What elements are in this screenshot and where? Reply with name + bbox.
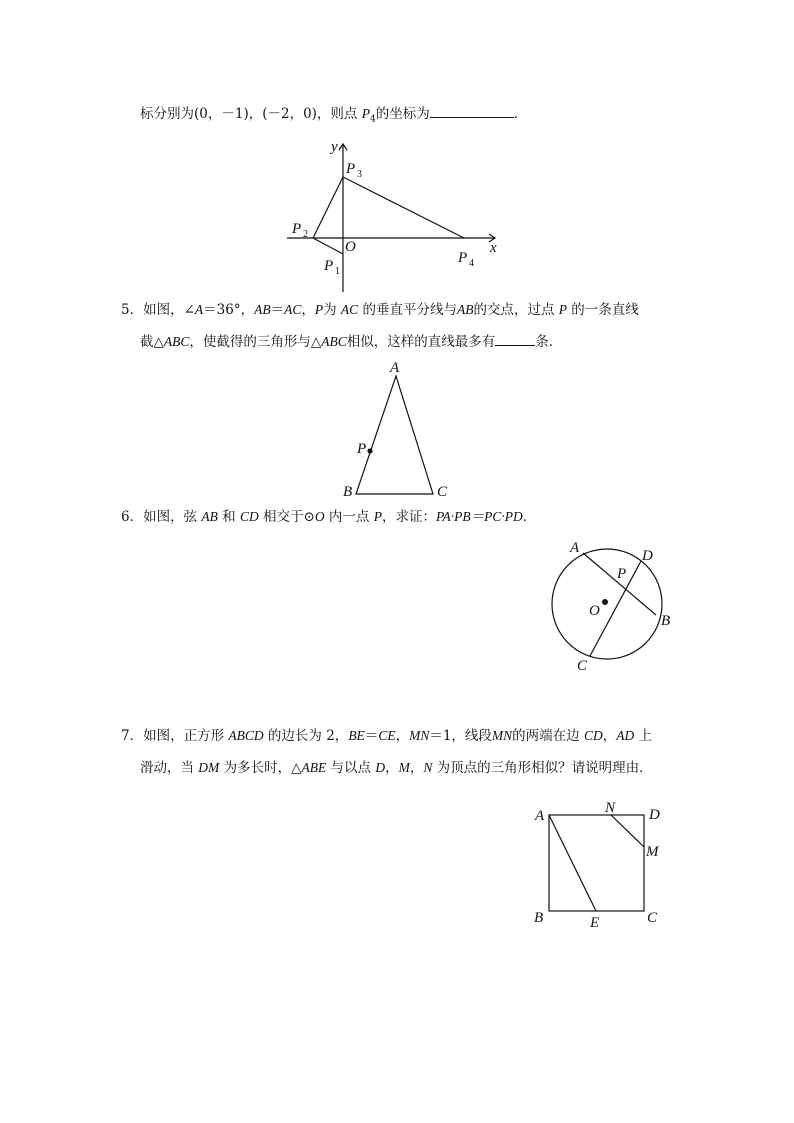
q6-label-b: B [661, 613, 671, 629]
q7-text: ， [409, 760, 424, 776]
q7-text: 的边长为 2， [263, 728, 349, 744]
q6-var: AB [201, 509, 218, 524]
q7-label-e: E [590, 915, 600, 931]
q4-label-p4-sub: 4 [469, 258, 474, 269]
q6-label-a: A [570, 540, 580, 556]
q7-var: ABCD [228, 728, 264, 743]
q7-var: M [398, 760, 410, 775]
q5-text-line-1 [121, 300, 639, 320]
q5-text: 的交点，过点 [473, 302, 559, 318]
q4-label-y: y [331, 139, 338, 155]
q7-text: ， [602, 728, 617, 744]
q6-center-dot [602, 599, 608, 605]
q5-text: ＝36°， [203, 302, 255, 318]
q4-label-p1-sub: 1 [335, 266, 340, 277]
q7-var: BE [348, 728, 365, 743]
q5-text: 相似，这样的直线最多有 [346, 334, 496, 350]
q7-label-n: N [605, 800, 616, 816]
q4-label-p2: P [292, 221, 302, 237]
q5-var: ABC [321, 334, 347, 349]
q7-text-line-1 [121, 726, 652, 746]
q7-text: ， [385, 760, 399, 776]
triangle-abc [356, 376, 433, 494]
segment-p3-p2 [313, 177, 343, 238]
q4-coordinate-figure [287, 144, 495, 292]
q7-text-line-2 [140, 758, 653, 778]
q5-text: ， [301, 302, 315, 318]
q7-var: MN [491, 728, 513, 743]
q5-point-p-dot [367, 448, 372, 453]
q7-label-d: D [649, 807, 660, 823]
q5-var: AB [456, 302, 474, 317]
q6-var: CD [239, 509, 259, 524]
q5-var: AB [254, 302, 271, 317]
q6-text-line [121, 507, 536, 527]
q5-label-c: C [437, 484, 448, 500]
segment-p2-p1 [313, 238, 343, 254]
square-abcd [549, 815, 644, 911]
q4-text: 标分别为(0，－1)，(－2，0)，则点 [140, 106, 362, 122]
q5-text: 的一条直线 [567, 302, 639, 318]
q4-point-subscript: 4 [369, 114, 376, 125]
q5-var: AC [340, 302, 359, 317]
q7-text: 滑动，当 [140, 760, 199, 776]
q7-var: CE [378, 728, 396, 743]
q7-text: 为多长时，△ [219, 760, 302, 776]
q7-text: ＝1，线段 [429, 728, 492, 744]
q7-var: D [375, 760, 386, 775]
q6-label-c: C [577, 658, 588, 674]
q7-label-m: M [646, 844, 659, 860]
q4-text: 的坐标为 [375, 106, 430, 122]
q7-text: 7．如图，正方形 [121, 728, 229, 744]
q4-label-p1: P [324, 258, 334, 274]
q6-proof-statement: PA·PB＝PC·PD [435, 509, 523, 524]
q4-label-x: x [490, 240, 497, 256]
q6-text: ，求证： [381, 509, 436, 525]
q7-var: DM [198, 760, 220, 775]
q7-var: AD [616, 728, 635, 743]
q5-text: 为 [323, 302, 341, 318]
q7-text: 为顶点的三角形相似？请说明理由． [432, 760, 653, 776]
q5-text: 的垂直平分线与 [358, 302, 457, 318]
q5-var: P [558, 302, 568, 317]
q4-label-p2-sub: 2 [303, 229, 308, 240]
q6-var: P [373, 509, 382, 524]
q6-label-o: O [589, 603, 600, 619]
q4-label-o: O [345, 239, 356, 255]
q5-var: P [314, 302, 324, 317]
q4-point-label: P [361, 106, 370, 121]
q5-label-a: A [390, 360, 400, 376]
q5-var: A [194, 302, 204, 317]
q7-text: 的两端在边 [512, 728, 584, 744]
q5-triangle-figure [356, 376, 433, 494]
segment-p3-p4 [343, 177, 464, 238]
q5-text: 5．如图，∠ [121, 302, 195, 318]
q4-label-p3-sub: 3 [357, 169, 362, 180]
q6-text: 内一点 [324, 509, 374, 525]
q4-period: ． [513, 106, 528, 122]
q5-var: AC [284, 302, 302, 317]
q7-var: N [423, 760, 433, 775]
q5-text: 条． [535, 334, 563, 350]
segment-ae [549, 815, 596, 911]
q5-text: 截△ [140, 334, 164, 350]
q5-text: ＝ [270, 302, 285, 318]
q7-label-c: C [647, 910, 658, 926]
q7-square-figure [549, 815, 644, 911]
q6-text: 和 [217, 509, 240, 525]
q5-label-p: P [357, 441, 367, 457]
q7-var: ABE [301, 760, 327, 775]
q7-label-b: B [534, 910, 544, 926]
q5-var: ABC [163, 334, 190, 349]
q7-var: MN [409, 728, 430, 743]
q7-text: ， [395, 728, 410, 744]
q7-label-a: A [535, 808, 545, 824]
segment-nm [611, 815, 644, 847]
q6-text: 相交于⊙ [258, 509, 315, 525]
q6-label-d: D [642, 548, 653, 564]
q6-label-p: P [617, 566, 627, 582]
q5-text-line-2 [140, 331, 562, 352]
q4-label-p4: P [458, 250, 468, 266]
q7-var: CD [583, 728, 603, 743]
q6-text: 6．如图，弦 [121, 509, 202, 525]
q7-text: ＝ [364, 728, 379, 744]
q5-answer-blank[interactable] [495, 331, 535, 346]
q4-label-p3: P [346, 161, 356, 177]
q5-label-b: B [343, 484, 353, 500]
q5-text: ，使截得的三角形与△ [189, 334, 322, 350]
q6-text: ． [522, 509, 537, 525]
q7-text: 上 [634, 728, 653, 744]
q7-text: 与以点 [326, 760, 376, 776]
q6-var: O [314, 509, 325, 524]
